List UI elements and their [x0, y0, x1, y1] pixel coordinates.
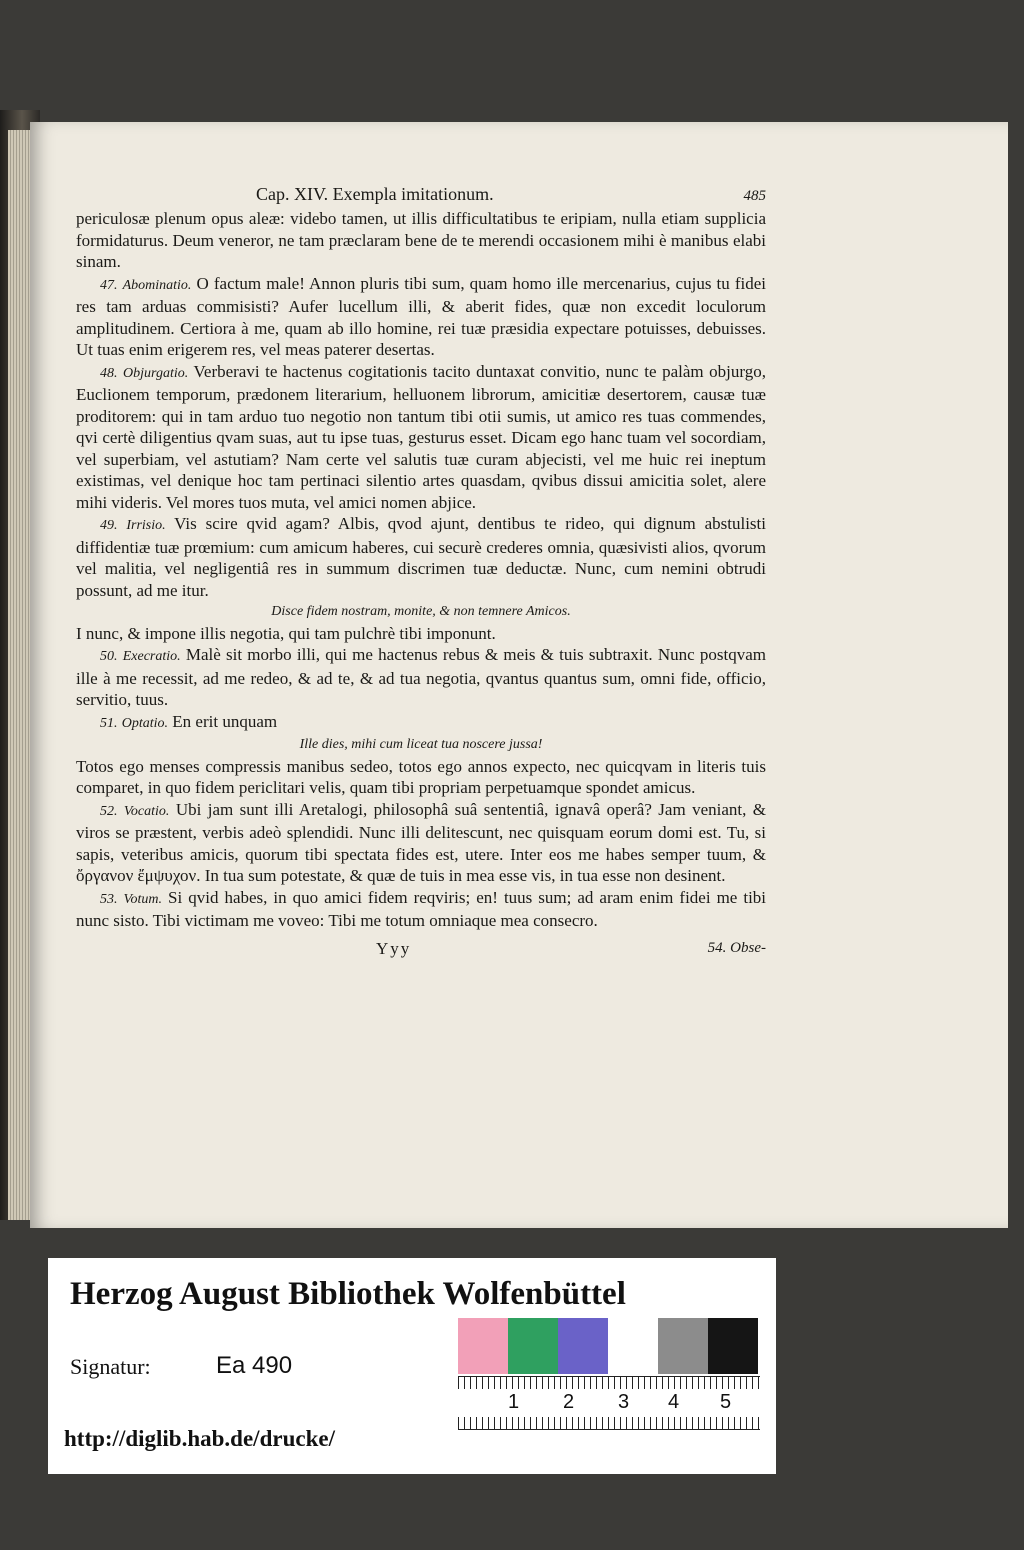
paragraph-47: 47. Abominatio. O factum male! Annon pluris tibi sum, quam homo ille mercenarius, cujus tu fidei res tam arduas commisisti? Aufer lucellum illi, & aberit fides, quæ non excedit loculorum amplitudinem. Certiora à me, quam ab illo homine, rei tuæ præsidia expectare potuisses, debuisses. Ut tuas enim erigerem res, vel meas paterer desertas. — [76, 273, 766, 359]
scale-ruler — [458, 1376, 760, 1430]
library-title: Herzog August Bibliothek Wolfenbüttel — [70, 1276, 626, 1312]
signatur-value: Ea 490 — [216, 1352, 293, 1379]
entry-number: 49. — [100, 518, 118, 533]
signatur-label: Signatur: — [70, 1354, 151, 1379]
page-number: 485 — [743, 188, 766, 204]
paragraph-totos: Totos ego menses compressis manibus sedeo, totos ego annos expecto, nec quicqvam in literis tuis comparet, in quo fidem periclitari velis, quam tibi propriam perpetuamque spondet amicus. — [76, 756, 766, 797]
entry-number: 47. — [100, 277, 118, 293]
page-header — [76, 184, 766, 206]
scale-number: 5 — [720, 1391, 732, 1413]
color-calibration-chart — [458, 1318, 758, 1374]
entry-heading: Vocatio. — [123, 803, 170, 819]
paragraph-53: 53. Votum. Si qvid habes, in quo amici fidem reqviris; en! tuus sum; ad aram enim fidei me tibi nunc sisto. Tibi victimam me voveo: Tibi me totum omniaque mea consecro. — [76, 887, 767, 930]
entry-number: 50. — [100, 649, 118, 664]
entry-number: 51. — [100, 715, 118, 731]
entry-number: 52. — [100, 803, 118, 819]
color-swatch — [608, 1318, 658, 1374]
entry-heading: Abominatio. — [122, 277, 192, 293]
entry-heading: Execratio. — [122, 649, 181, 664]
entry-heading: Objurgatio. — [123, 365, 189, 381]
paragraph-49: 49. Irrisio. Vis scire qvid agam? Albis, qvod ajunt, dentibus te rideo, qui dignum abstulisti diffidentiæ tuæ prœmium: cum amicum haberes, cui securè crederes omnia, quæsivisti alios, qvorum vel malitia, vel negligentiâ res in summum discrimen tuæ deductæ. Nunc, cum nemini obtrudi possunt, ad me itur. — [76, 514, 766, 600]
paragraph-continuation: periculosæ plenum opus aleæ: videbo tamen, ut illis difficultatibus te eripiam, nulla etiam supplicia formidaturus. Deum veneror, ne tam præclaram bene de te merendi occasionem mihi è manibus elabi sinam. — [76, 209, 766, 271]
entry-heading: Irrisio. — [126, 518, 166, 533]
scale-number: 2 — [563, 1391, 575, 1413]
color-swatch — [658, 1318, 708, 1374]
color-swatch — [708, 1318, 758, 1374]
entry-heading: Optatio. — [121, 715, 169, 731]
color-swatch — [458, 1318, 508, 1374]
paragraph-50: 50. Execratio. Malè sit morbo illi, qui me hactenus rebus & meis & tuis subtraxit. Nunc postqvam ille à me recessit, ad me redeo, & ad te, & ad tua negotia, qvantus quantus sum, omni fide, officio, servitio, tuus. — [76, 645, 766, 709]
entry-number: 48. — [100, 365, 118, 381]
paragraph-inunc: I nunc, & impone illis negotia, qui tam pulchrè tibi imponunt. — [76, 623, 496, 643]
paragraph-51: 51. Optatio. En erit unquam — [100, 711, 278, 731]
page-text — [76, 184, 766, 964]
entry-heading: Votum. — [123, 891, 163, 907]
library-label — [48, 1258, 776, 1474]
paragraph-48: 48. Objurgatio. Verberavi te hactenus cogitationis tacito duntaxat convitio, nunc te palàm objurgo, Euclionem temporum, prædonem literarium, helluonem librorum, amicitiæ desertorem, causæ tuæ proditorem: qui in tam arduo tuo negotio non tantum tibi otii sumis, ut amico res tuas commendes, qvi certè diligentius qvam suas, aut tu ipse tuas, gesturus esset. Dicam ego hanc tuam vel socordiam, vel superbiam, vel astutiam? Nam certe vel salutis tuæ curam abjecisti, vel me huic rei ineptum existimas, vel denique hoc tam pertinaci silentio artes quasdam, qvibus dissui amicitia solet, alere mihi videris. Vel mores tuos muta, vel amici nomen abjice. — [76, 361, 766, 512]
verse-line: Disce fidem nostram, monite, & non temnere Amicos. — [271, 604, 571, 619]
book-page — [30, 122, 1008, 1228]
scale-number: 1 — [508, 1391, 520, 1413]
scale-number: 3 — [618, 1391, 630, 1413]
page-footer — [76, 938, 766, 964]
library-url: http://diglib.hab.de/drucke/ — [64, 1426, 335, 1451]
catchword: 54. Obse- — [707, 939, 766, 956]
entry-number: 53. — [100, 891, 118, 907]
verse-line: Ille dies, mihi cum liceat tua noscere jussa! — [299, 737, 543, 752]
signature-mark: Yyy — [376, 938, 412, 958]
color-swatch — [508, 1318, 558, 1374]
color-swatch — [558, 1318, 608, 1374]
scale-number: 4 — [668, 1391, 680, 1413]
page-edges — [8, 130, 30, 1220]
running-title: Cap. XIV. Exempla imitationum. — [256, 184, 494, 204]
paragraph-52: 52. Vocatio. Ubi jam sunt illi Aretalogi, philosophâ suâ sententiâ, ignavâ operâ? Jam veniant, & viros se præstent, verbis adeò splendidi. Nunc illi delitescunt, nec quisquam eorum domi est. Tu, si sapis, veteribus amicis, quorum tibi spectata fides est, utere. Inter eos me habes semper tuum, & ὄργανον ἔμψυχον. In tua sum potestate, & quæ de tuis in mea esse vis, in tua esse non desinent. — [76, 799, 767, 885]
